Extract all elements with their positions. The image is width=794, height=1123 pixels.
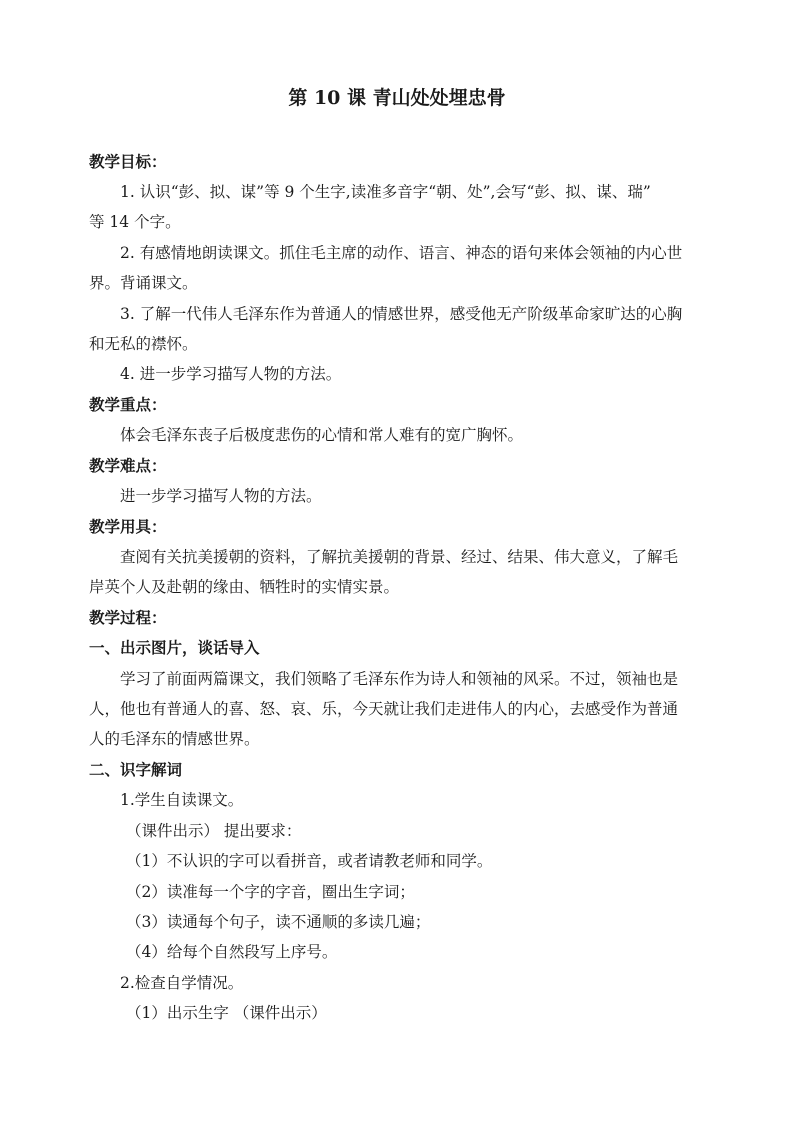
requirement-2: （2）读准每一个字的字音，圈出生字词； (126, 883, 415, 901)
section-1-para-line-1: 学习了前面两篇课文，我们领略了毛泽东作为诗人和领袖的风采。不过，领袖也是 (120, 670, 679, 688)
section-1-para-line-2: 人，他也有普通人的喜、怒、哀、乐，今天就让我们走进伟人的内心，去感受作为普通 (89, 700, 679, 718)
step-2-sub-1: （1）出示生字 （课件出示） (126, 1004, 327, 1022)
goal-3-line-1: 3. 了解一代伟人毛泽东作为普通人的情感世界，感受他无产阶级革命家旷达的心胸 (120, 305, 683, 323)
tools-line-2: 岸英个人及赴朝的缘由、牺牲时的实情实景。 (89, 578, 400, 596)
section-1-para-line-3: 人的毛泽东的情感世界。 (89, 730, 260, 748)
heading-teaching-tools: 教学用具： (89, 517, 167, 536)
heading-teaching-process: 教学过程： (89, 608, 167, 627)
goal-1-line-1: 1. 认识“彭、拟、谋”等 9 个生字,读准多音字“朝、处”,会写“彭、拟、谋、瑞” (120, 183, 651, 201)
requirement-4: （4）给每个自然段写上序号。 (126, 943, 338, 961)
courseware-requirements: （课件出示） 提出要求： (126, 822, 302, 840)
goal-3-line-2: 和无私的襟怀。 (89, 335, 198, 353)
lesson-title: 第 10 课 青山处处埋忠骨 (288, 87, 506, 109)
section-1-heading: 一、出示图片，谈话导入 (89, 638, 260, 657)
goal-2-line-1: 2. 有感情地朗读课文。抓住毛主席的动作、语言、神态的语句来体会领袖的内心世 (120, 244, 683, 262)
heading-teaching-goals: 教学目标： (89, 152, 167, 171)
heading-difficulties: 教学难点： (89, 456, 167, 475)
heading-key-points: 教学重点： (89, 395, 167, 414)
step-2: 2.检查自学情况。 (120, 974, 244, 992)
goal-4: 4. 进一步学习描写人物的方法。 (120, 365, 342, 383)
step-1: 1.学生自读课文。 (120, 791, 244, 809)
requirement-1: （1）不认识的字可以看拼音，或者请教老师和同学。 (126, 852, 493, 870)
goal-1-line-2: 等 14 个字。 (89, 213, 181, 231)
goal-2-line-2: 界。背诵课文。 (89, 274, 198, 292)
difficulty-text: 进一步学习描写人物的方法。 (120, 487, 322, 505)
requirement-3: （3）读通每个句子，读不通顺的多读几遍； (126, 913, 431, 931)
key-point-text: 体会毛泽东丧子后极度悲伤的心情和常人难有的宽广胸怀。 (120, 426, 524, 444)
section-2-heading: 二、识字解词 (89, 760, 183, 779)
tools-line-1: 查阅有关抗美援朝的资料，了解抗美援朝的背景、经过、结果、伟大意义，了解毛 (120, 548, 679, 566)
